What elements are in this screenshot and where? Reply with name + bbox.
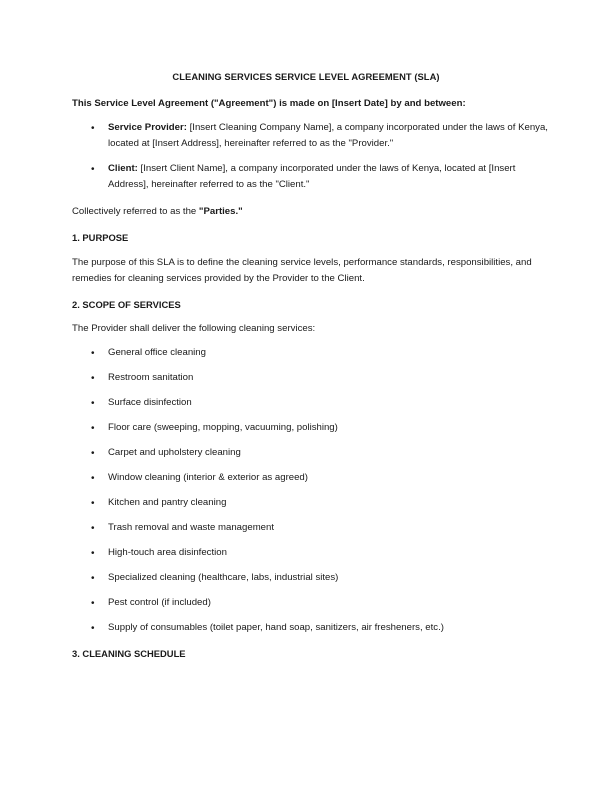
service-list-item: Carpet and upholstery cleaning <box>108 447 241 458</box>
service-list-item: Trash removal and waste management <box>108 522 275 533</box>
scope-intro: The Provider shall deliver the following cleaning services: <box>72 323 316 334</box>
section-heading-scope: 2. SCOPE OF SERVICES <box>72 299 181 310</box>
service-list-item: Restroom sanitation <box>108 372 194 383</box>
section-heading-schedule: 3. CLEANING SCHEDULE <box>72 648 186 659</box>
bullet-dot: • <box>91 573 95 584</box>
service-list-item: Supply of consumables (toilet paper, hand soap, sanitizers, air fresheners, etc.) <box>108 622 444 633</box>
collective-term: "Parties." <box>198 206 243 217</box>
service-list-item: Pest control (if included) <box>108 597 211 608</box>
bullet-dot: • <box>91 623 95 634</box>
collective-line <box>72 205 243 218</box>
bullet-dot: • <box>91 398 95 409</box>
section-heading-purpose: 1. PURPOSE <box>72 232 129 243</box>
bullet-dot: • <box>91 164 95 175</box>
service-list-item: Kitchen and pantry cleaning <box>108 497 227 508</box>
bullet-dot: • <box>91 498 95 509</box>
service-list-item: Window cleaning (interior & exterior as agreed) <box>108 472 308 483</box>
bullet-dot: • <box>91 523 95 534</box>
party-client-text: [Insert Client Name], a company incorporated under the laws of Kenya, located at [Insert Address], hereinafter referred to as the "Client." <box>108 163 516 190</box>
bullet-dot: • <box>91 448 95 459</box>
party-provider <box>108 120 548 151</box>
party-client-label: Client: <box>108 163 138 174</box>
bullet-dot: • <box>91 548 95 559</box>
service-list-item: General office cleaning <box>108 347 206 358</box>
bullet-dot: • <box>91 123 95 134</box>
service-list-item: Surface disinfection <box>108 397 192 408</box>
document-title: CLEANING SERVICES SERVICE LEVEL AGREEMENT (SLA) <box>172 71 440 82</box>
service-list-item: Specialized cleaning (healthcare, labs, industrial sites) <box>108 572 339 583</box>
bullet-dot: • <box>91 473 95 484</box>
bullet-dot: • <box>91 373 95 384</box>
bullet-dot: • <box>91 598 95 609</box>
service-list-item: High-touch area disinfection <box>108 547 227 558</box>
service-list-item: Floor care (sweeping, mopping, vacuuming, polishing) <box>108 422 338 433</box>
intro-statement: This Service Level Agreement ("Agreement") is made on [Insert Date] by and between: <box>72 98 466 109</box>
bullet-dot: • <box>91 348 95 359</box>
purpose-paragraph: The purpose of this SLA is to define the cleaning service levels, performance standards, responsibilities, and remedies for cleaning services provided by the Provider to the Client. <box>72 257 532 284</box>
party-provider-text: [Insert Cleaning Company Name], a company incorporated under the laws of Kenya, located at [Insert Address], hereinafter referred to as the "Provider." <box>108 122 548 149</box>
bullet-dot: • <box>91 423 95 434</box>
collective-prefix: Collectively referred to as the <box>72 206 199 217</box>
party-provider-label: Service Provider: <box>108 122 187 133</box>
party-client <box>108 161 548 192</box>
